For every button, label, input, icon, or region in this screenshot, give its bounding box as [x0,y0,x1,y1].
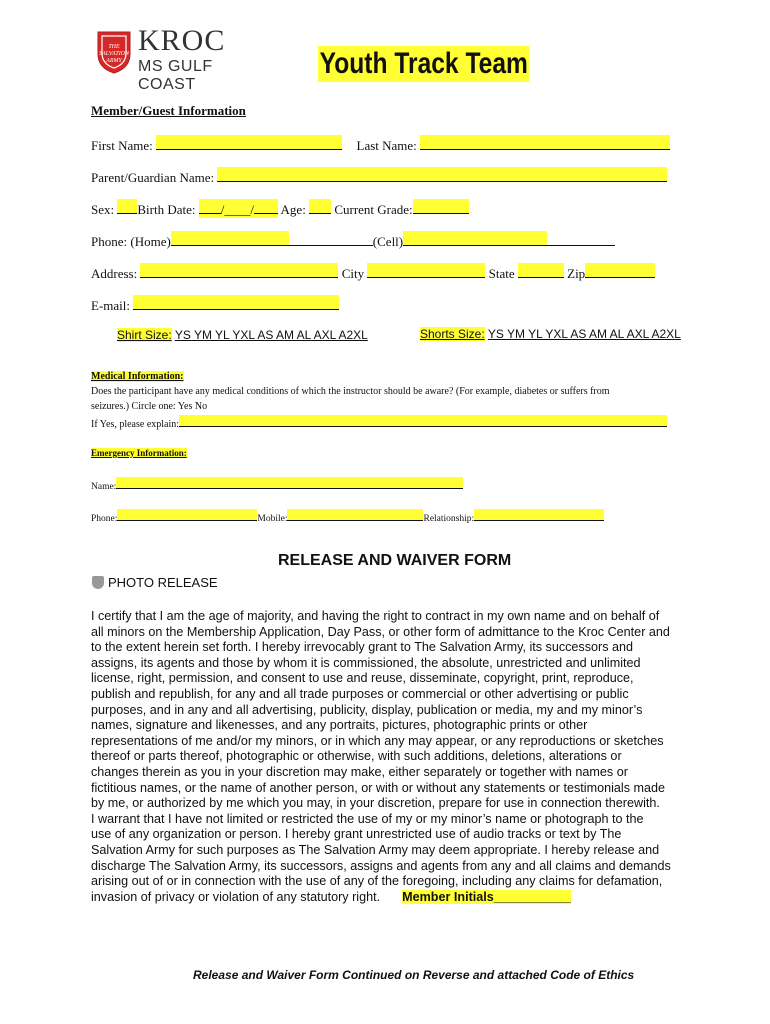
emergency-phone-label: Phone: [91,514,118,524]
emergency-mobile-label: Mobile: [257,514,288,524]
photo-release-label: PHOTO RELEASE [108,575,218,590]
release-line: representations of me and/or my minors, or in which any may appear, or any reproductions or sketches [91,733,664,748]
shirt-size-label: Shirt Size: [117,328,172,342]
release-line: use of any organization or person. I hereby grant unrestricted use of audio tracks or text by The [91,827,622,842]
release-line: by me, or authorized by me which you may, in your discretion, prepare for use in connection therewith. [91,796,660,811]
emergency-relationship-label: Relationship: [423,514,475,524]
medical-explain-label: If Yes, please explain: [91,419,180,430]
city-label: City [341,266,365,281]
shorts-size-row [420,326,681,342]
release-line: publish and republish, for any and all trade purposes or commercial or other advertising or public [91,686,629,701]
medical-question: Does the participant have any medical conditions of which the instructor should be aware? (For example, diabetes or suffers from [91,386,610,397]
svg-text:THE: THE [108,44,120,50]
medical-heading-text: Medical Information: [91,371,184,382]
email-field[interactable] [133,295,339,310]
release-last-line [91,890,691,906]
release-line: changes therein as you in your discretion may make, either separately or together with names or [91,764,628,779]
address-row [91,263,655,282]
birth-date-separator: /____/ [220,202,254,217]
age-label: Age: [280,202,306,217]
age-field[interactable] [309,199,331,214]
emergency-phone-row [91,509,604,526]
release-line: to the extent herein set forth. I hereby irrevocably grant to The Salvation Army, its successors and [91,640,634,655]
release-line: thereof or parts thereof, photographic or otherwise, with such additions, deletions, alterations or [91,749,622,764]
release-line: I certify that I am the age of majority, and having the right to contract in my own name and on behalf of [91,609,660,623]
first-name-row [91,135,670,154]
emergency-name-row [91,477,463,494]
birth-date-label: Birth Date: [137,202,196,217]
member-section-heading: Member/Guest Information [91,103,246,118]
address-label: Address: [91,266,138,281]
phone-cell-field[interactable] [403,231,547,246]
page-title: Youth Track Team [319,47,528,80]
release-line: license, right, permission, and consent to use and reuse, disseminate, copyright, print, reproduce, [91,671,634,686]
address-field[interactable] [140,263,338,278]
medical-heading [91,370,184,384]
first-name-field[interactable] [156,135,342,150]
phone-home-field-extra [289,231,373,246]
medical-explain-row [91,415,667,432]
guardian-label: Parent/Guardian Name: [91,170,215,185]
state-label: State [488,266,515,281]
release-line: Salvation Army for such purposes as The Salvation Army may deem appropriate. I hereby release and [91,842,660,857]
emergency-name-label: Name: [91,482,117,492]
release-line: purposes, and in any and all advertising, publicity, display, publication or media, my and my minor’s [91,702,643,717]
emergency-phone-field[interactable] [117,509,257,521]
svg-text:ARMY: ARMY [106,58,122,64]
logo-kroc-text: KROC [138,24,226,57]
shield-bullet-icon [92,576,104,589]
footer-note: Release and Waiver Form Continued on Reverse and attached Code of Ethics [193,968,635,982]
release-line: discharge The Salvation Army, its successors, assigns and agents from any and all claims and demands [91,858,671,873]
medical-explain-field[interactable] [179,415,667,427]
svg-text:SALVATION: SALVATION [98,51,130,57]
phone-cell-field-extra [547,231,615,246]
shirt-size-options[interactable]: YS YM YL YXL AS AM AL AXL A2XL [174,328,368,342]
email-label: E-mail: [91,298,130,313]
release-line: all minors on the Membership Application, Day Pass, or other form of admittance to the Kroc Center and [91,624,670,639]
shirt-size-row [117,327,368,343]
kroc-logo [88,22,273,93]
release-line: fictitious names, or the name of another person, or with or without any statements or testimonials made [91,780,665,795]
zip-field[interactable] [585,263,655,278]
state-field[interactable] [518,263,564,278]
release-heading: RELEASE AND WAIVER FORM [278,552,512,569]
last-name-field[interactable] [420,135,670,150]
emergency-relationship-field[interactable] [474,509,604,521]
birth-date-field[interactable] [199,199,278,218]
medical-question-cont: seizures.) Circle one: Yes No [91,401,208,412]
shorts-size-label: Shorts Size: [420,327,485,341]
sex-label: Sex: [91,202,115,217]
grade-field[interactable] [413,199,469,214]
sex-birth-row [91,199,469,218]
release-last-line-text: invasion of privacy or violation of any statutory right. [91,889,381,904]
photo-release-row [92,575,218,590]
release-line: arising out of or in connection with the use of any of the foregoing, including any claims for defamation, [91,874,663,889]
email-row [91,295,339,314]
salvation-army-shield-icon [96,28,132,74]
last-name-label: Last Name: [356,138,417,153]
shorts-size-options[interactable]: YS YM YL YXL AS AM AL AXL A2XL [487,327,681,341]
guardian-row [91,167,667,186]
emergency-name-field[interactable] [116,477,463,489]
sex-field[interactable] [117,199,137,214]
phone-cell-label: (Cell) [372,234,404,249]
guardian-field[interactable] [217,167,667,182]
release-body [91,609,691,905]
emergency-mobile-field[interactable] [287,509,423,521]
zip-label: Zip [567,266,586,281]
phone-row [91,231,615,250]
release-line: assigns, its agents and those by whom it is commissioned, the absolute, unrestricted and unlimited [91,655,641,670]
release-line: I warrant that I have not limited or restricted the use of my or my minor’s name or photograph to the [91,811,644,826]
emergency-heading-text: Emergency Information: [91,448,187,458]
emergency-heading [91,446,187,460]
phone-home-label: Phone: (Home) [91,234,171,249]
logo-location-text: MS GULF COAST [138,58,213,93]
phone-home-field[interactable] [171,231,289,246]
first-name-label: First Name: [91,138,153,153]
grade-label: Current Grade: [334,202,413,217]
member-initials-field[interactable]: Member Initials___________ [402,889,571,904]
release-line: names, signature and likenesses, and any portraits, pictures, photographic prints or other [91,718,588,733]
city-field[interactable] [367,263,485,278]
